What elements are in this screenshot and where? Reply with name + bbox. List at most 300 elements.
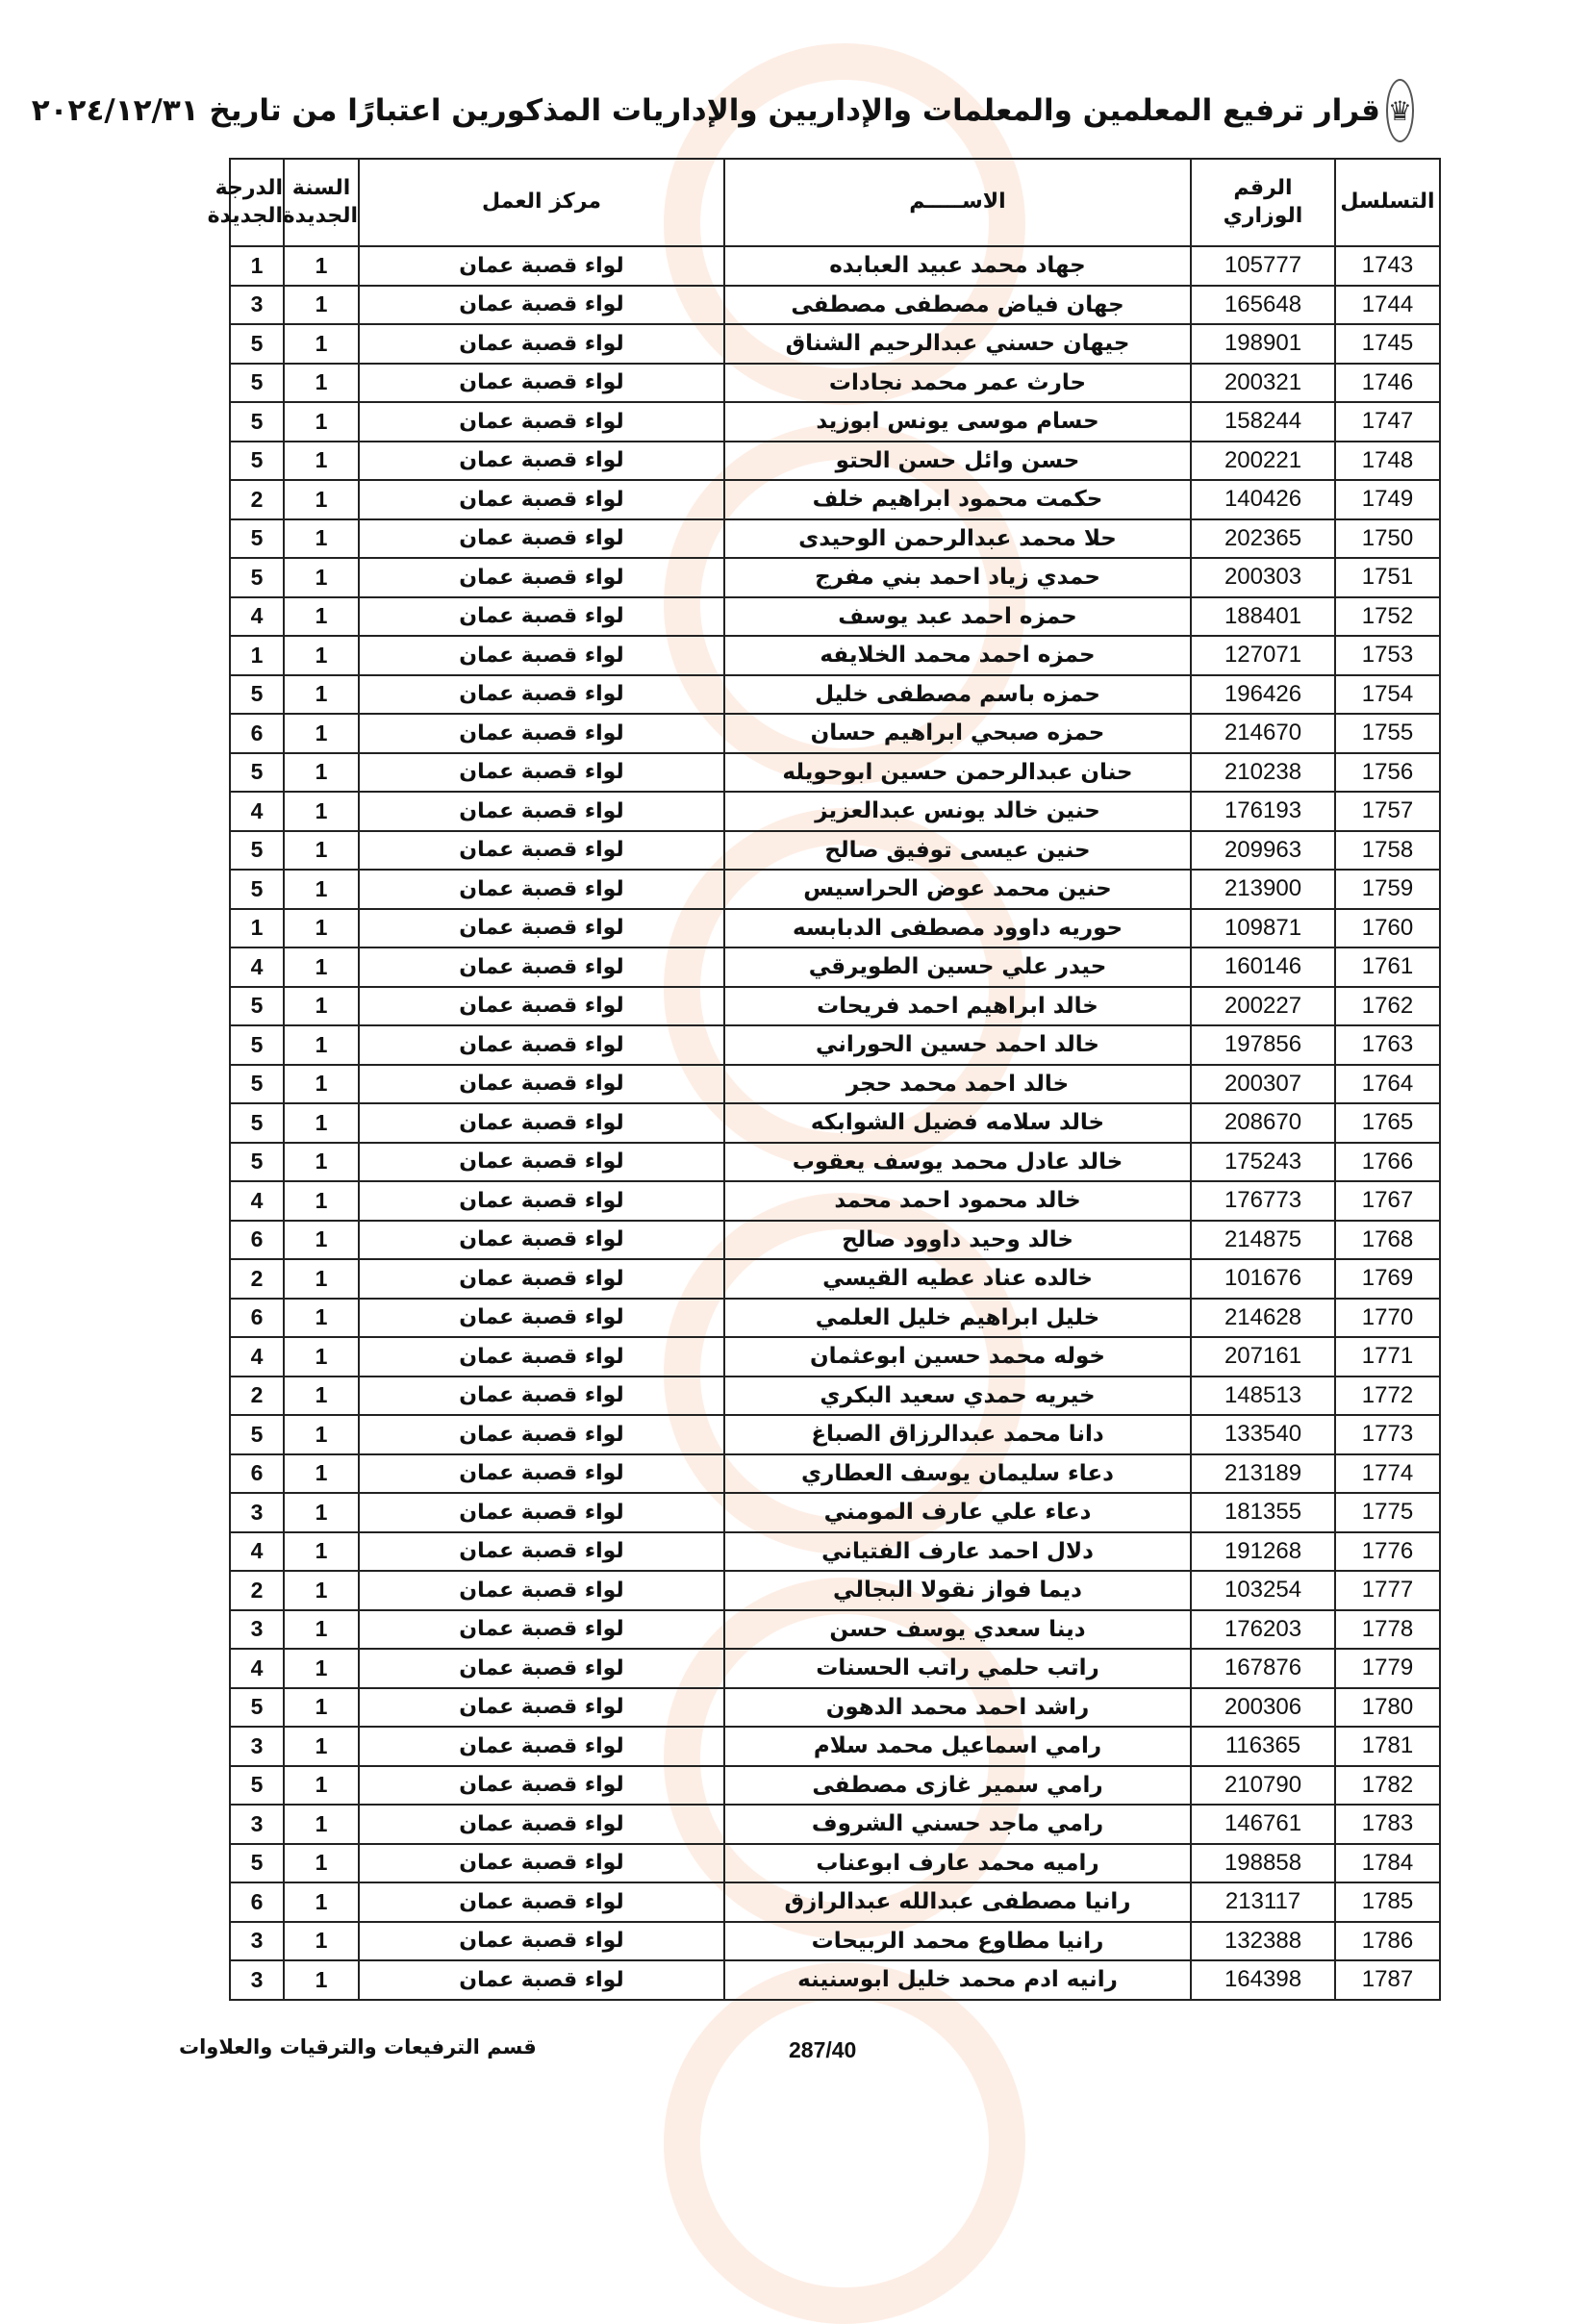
cell-workplace: لواء قصبة عمان: [359, 1415, 724, 1454]
table-row: [230, 753, 1440, 793]
cell-name: حسن وائل حسن الحتو: [724, 442, 1191, 481]
cell-serial: 1752: [1335, 597, 1440, 637]
cell-workplace: لواء قصبة عمان: [359, 1882, 724, 1922]
cell-workplace: لواء قصبة عمان: [359, 597, 724, 637]
cell-new-year: 1: [284, 1766, 359, 1806]
cell-new-year: 1: [284, 519, 359, 559]
cell-ministry-number: 160146: [1191, 947, 1335, 987]
cell-new-grade: 2: [230, 1377, 284, 1416]
cell-new-grade: 1: [230, 246, 284, 286]
cell-new-grade: 3: [230, 1960, 284, 2000]
cell-name: راتب حلمي راتب الحسنات: [724, 1649, 1191, 1688]
cell-workplace: لواء قصبة عمان: [359, 480, 724, 519]
cell-name: حلا محمد عبدالرحمن الوحيدى: [724, 519, 1191, 559]
cell-serial: 1757: [1335, 792, 1440, 831]
cell-new-year: 1: [284, 1610, 359, 1650]
table-row: [230, 1299, 1440, 1338]
cell-workplace: لواء قصبة عمان: [359, 364, 724, 403]
table-row: [230, 1882, 1440, 1922]
cell-new-year: 1: [284, 442, 359, 481]
cell-new-year: 1: [284, 1571, 359, 1610]
cell-serial: 1776: [1335, 1532, 1440, 1572]
cell-ministry-number: 202365: [1191, 519, 1335, 559]
cell-ministry-number: 213189: [1191, 1454, 1335, 1494]
cell-ministry-number: 176203: [1191, 1610, 1335, 1650]
cell-name: رانيا مصطفى عبدالله عبدالرازق: [724, 1882, 1191, 1922]
cell-new-year: 1: [284, 753, 359, 793]
cell-new-year: 1: [284, 1103, 359, 1143]
cell-new-grade: 6: [230, 1454, 284, 1494]
cell-name: حنين خالد يونس عبدالعزيز: [724, 792, 1191, 831]
cell-ministry-number: 200303: [1191, 558, 1335, 597]
cell-serial: 1758: [1335, 831, 1440, 871]
table-header-row: [230, 159, 1440, 246]
table-row: [230, 364, 1440, 403]
table-row: [230, 480, 1440, 519]
cell-new-grade: 5: [230, 442, 284, 481]
table-row: [230, 1493, 1440, 1532]
cell-new-grade: 4: [230, 947, 284, 987]
cell-serial: 1744: [1335, 286, 1440, 325]
cell-new-grade: 3: [230, 1493, 284, 1532]
cell-workplace: لواء قصبة عمان: [359, 831, 724, 871]
table-row: [230, 1727, 1440, 1766]
cell-workplace: لواء قصبة عمان: [359, 1103, 724, 1143]
cell-name: حمدي زياد احمد بني مفرج: [724, 558, 1191, 597]
cell-name: حنين محمد عوض الحراسيس: [724, 870, 1191, 909]
col-serial: التسلسل: [1335, 159, 1440, 246]
cell-name: رامي ماجد حسني الشروف: [724, 1805, 1191, 1844]
document-title: قرار ترفيع المعلمين والمعلمات والإداريين والإداريات المذكورين اعتبارًا من تاريخ ٢٠٢٤/١٢/٣١: [31, 93, 1380, 128]
table-row: [230, 792, 1440, 831]
cell-new-grade: 5: [230, 753, 284, 793]
cell-serial: 1749: [1335, 480, 1440, 519]
table-row: [230, 246, 1440, 286]
cell-new-grade: 3: [230, 286, 284, 325]
cell-serial: 1745: [1335, 324, 1440, 364]
cell-new-grade: 3: [230, 1922, 284, 1961]
cell-serial: 1787: [1335, 1960, 1440, 2000]
cell-workplace: لواء قصبة عمان: [359, 1610, 724, 1650]
table-row: [230, 1143, 1440, 1182]
cell-name: حكمت محمود ابراهيم خلف: [724, 480, 1191, 519]
cell-ministry-number: 196426: [1191, 675, 1335, 715]
cell-workplace: لواء قصبة عمان: [359, 947, 724, 987]
cell-serial: 1768: [1335, 1221, 1440, 1260]
cell-new-year: 1: [284, 1960, 359, 2000]
cell-name: خالد سلامه فضيل الشوابكه: [724, 1103, 1191, 1143]
department-name: قسم الترفيعات والترقيات والعلاوات: [179, 2035, 537, 2059]
table-row: [230, 324, 1440, 364]
cell-new-grade: 5: [230, 1103, 284, 1143]
cell-workplace: لواء قصبة عمان: [359, 1922, 724, 1961]
emblem-icon: ♛: [1386, 79, 1414, 142]
cell-workplace: لواء قصبة عمان: [359, 1727, 724, 1766]
cell-serial: 1766: [1335, 1143, 1440, 1182]
cell-new-grade: 5: [230, 364, 284, 403]
cell-serial: 1765: [1335, 1103, 1440, 1143]
cell-serial: 1778: [1335, 1610, 1440, 1650]
cell-ministry-number: 214875: [1191, 1221, 1335, 1260]
cell-workplace: لواء قصبة عمان: [359, 870, 724, 909]
table-row: [230, 1688, 1440, 1728]
cell-new-year: 1: [284, 1649, 359, 1688]
table-row: [230, 675, 1440, 715]
cell-ministry-number: 109871: [1191, 909, 1335, 948]
cell-name: دعاء علي عارف المومني: [724, 1493, 1191, 1532]
cell-serial: 1756: [1335, 753, 1440, 793]
cell-serial: 1779: [1335, 1649, 1440, 1688]
table-row: [230, 1221, 1440, 1260]
cell-ministry-number: 101676: [1191, 1259, 1335, 1299]
cell-new-year: 1: [284, 597, 359, 637]
cell-name: رانيه ادم محمد خليل ابوسنينه: [724, 1960, 1191, 2000]
table-row: [230, 1377, 1440, 1416]
cell-ministry-number: 210238: [1191, 753, 1335, 793]
cell-name: حسام موسى يونس ابوزيد: [724, 402, 1191, 442]
cell-workplace: لواء قصبة عمان: [359, 402, 724, 442]
cell-name: خالد احمد محمد حجر: [724, 1065, 1191, 1104]
cell-serial: 1785: [1335, 1882, 1440, 1922]
cell-name: خالد عادل محمد يوسف يعقوب: [724, 1143, 1191, 1182]
table-row: [230, 987, 1440, 1026]
cell-workplace: لواء قصبة عمان: [359, 286, 724, 325]
table-row: [230, 636, 1440, 675]
cell-new-grade: 4: [230, 1337, 284, 1377]
cell-workplace: لواء قصبة عمان: [359, 1649, 724, 1688]
cell-ministry-number: 191268: [1191, 1532, 1335, 1572]
cell-new-year: 1: [284, 1337, 359, 1377]
cell-serial: 1786: [1335, 1922, 1440, 1961]
cell-new-year: 1: [284, 831, 359, 871]
table-row: [230, 909, 1440, 948]
cell-ministry-number: 200307: [1191, 1065, 1335, 1104]
table-row: [230, 947, 1440, 987]
cell-name: حمزه باسم مصطفى خليل: [724, 675, 1191, 715]
cell-name: حنين عيسى توفيق صالح: [724, 831, 1191, 871]
cell-ministry-number: 198858: [1191, 1844, 1335, 1883]
cell-serial: 1772: [1335, 1377, 1440, 1416]
col-workplace: مركز العمل: [359, 159, 724, 246]
table-row: [230, 1454, 1440, 1494]
cell-ministry-number: 210790: [1191, 1766, 1335, 1806]
table-row: [230, 286, 1440, 325]
cell-ministry-number: 103254: [1191, 1571, 1335, 1610]
cell-ministry-number: 214628: [1191, 1299, 1335, 1338]
col-name: الاســـــم: [724, 159, 1191, 246]
cell-ministry-number: 197856: [1191, 1025, 1335, 1065]
cell-name: خالد محمود احمد محمد: [724, 1181, 1191, 1221]
cell-workplace: لواء قصبة عمان: [359, 1259, 724, 1299]
table-row: [230, 1610, 1440, 1650]
cell-name: رانيا مطاوع محمد الربيحات: [724, 1922, 1191, 1961]
cell-new-grade: 3: [230, 1727, 284, 1766]
cell-new-year: 1: [284, 1377, 359, 1416]
table-row: [230, 1025, 1440, 1065]
cell-workplace: لواء قصبة عمان: [359, 1025, 724, 1065]
cell-ministry-number: 175243: [1191, 1143, 1335, 1182]
table-row: [230, 1922, 1440, 1961]
cell-new-year: 1: [284, 1415, 359, 1454]
cell-serial: 1781: [1335, 1727, 1440, 1766]
cell-new-grade: 5: [230, 519, 284, 559]
cell-ministry-number: 213900: [1191, 870, 1335, 909]
cell-ministry-number: 140426: [1191, 480, 1335, 519]
table-row: [230, 1649, 1440, 1688]
cell-new-year: 1: [284, 1882, 359, 1922]
table-row: [230, 1337, 1440, 1377]
table-row: [230, 1844, 1440, 1883]
cell-workplace: لواء قصبة عمان: [359, 1454, 724, 1494]
table-row: [230, 1766, 1440, 1806]
table-row: [230, 1065, 1440, 1104]
cell-ministry-number: 213117: [1191, 1882, 1335, 1922]
cell-serial: 1743: [1335, 246, 1440, 286]
cell-name: دينا سعدي يوسف حسن: [724, 1610, 1191, 1650]
cell-new-grade: 4: [230, 1181, 284, 1221]
cell-workplace: لواء قصبة عمان: [359, 753, 724, 793]
cell-serial: 1783: [1335, 1805, 1440, 1844]
cell-serial: 1773: [1335, 1415, 1440, 1454]
cell-new-grade: 5: [230, 987, 284, 1026]
cell-name: خليل ابراهيم خليل العلمي: [724, 1299, 1191, 1338]
cell-ministry-number: 132388: [1191, 1922, 1335, 1961]
cell-serial: 1762: [1335, 987, 1440, 1026]
cell-workplace: لواء قصبة عمان: [359, 1065, 724, 1104]
cell-ministry-number: 105777: [1191, 246, 1335, 286]
col-new-grade: الدرجة الجديدة: [230, 159, 284, 246]
cell-name: رامي اسماعيل محمد سلام: [724, 1727, 1191, 1766]
table-row: [230, 1960, 1440, 2000]
cell-new-grade: 5: [230, 831, 284, 871]
cell-new-grade: 5: [230, 1415, 284, 1454]
cell-name: راشد احمد محمد الدهون: [724, 1688, 1191, 1728]
cell-ministry-number: 200221: [1191, 442, 1335, 481]
cell-workplace: لواء قصبة عمان: [359, 987, 724, 1026]
cell-name: حنان عبدالرحمن حسين ابوحويله: [724, 753, 1191, 793]
table-row: [230, 1571, 1440, 1610]
cell-new-grade: 6: [230, 714, 284, 753]
cell-ministry-number: 158244: [1191, 402, 1335, 442]
cell-workplace: لواء قصبة عمان: [359, 792, 724, 831]
cell-name: خالد ابراهيم احمد فريحات: [724, 987, 1191, 1026]
cell-serial: 1774: [1335, 1454, 1440, 1494]
cell-new-year: 1: [284, 1025, 359, 1065]
cell-name: حارث عمر محمد نجادات: [724, 364, 1191, 403]
cell-new-grade: 5: [230, 1688, 284, 1728]
cell-serial: 1767: [1335, 1181, 1440, 1221]
cell-ministry-number: 146761: [1191, 1805, 1335, 1844]
cell-new-year: 1: [284, 714, 359, 753]
cell-name: حمزه صبحي ابراهيم حسان: [724, 714, 1191, 753]
cell-ministry-number: 198901: [1191, 324, 1335, 364]
col-new-year: السنة الجديدة: [284, 159, 359, 246]
watermark: [664, 1962, 1025, 2324]
cell-ministry-number: 200321: [1191, 364, 1335, 403]
cell-new-grade: 5: [230, 675, 284, 715]
cell-ministry-number: 176773: [1191, 1181, 1335, 1221]
cell-workplace: لواء قصبة عمان: [359, 1805, 724, 1844]
cell-serial: 1761: [1335, 947, 1440, 987]
cell-workplace: لواء قصبة عمان: [359, 636, 724, 675]
cell-new-year: 1: [284, 1844, 359, 1883]
cell-serial: 1751: [1335, 558, 1440, 597]
cell-serial: 1747: [1335, 402, 1440, 442]
cell-ministry-number: 207161: [1191, 1337, 1335, 1377]
cell-ministry-number: 167876: [1191, 1649, 1335, 1688]
cell-serial: 1755: [1335, 714, 1440, 753]
table-row: [230, 402, 1440, 442]
cell-name: خالده عناد عطيه القيسي: [724, 1259, 1191, 1299]
cell-new-year: 1: [284, 1143, 359, 1182]
cell-new-year: 1: [284, 987, 359, 1026]
cell-new-grade: 5: [230, 558, 284, 597]
cell-ministry-number: 116365: [1191, 1727, 1335, 1766]
cell-serial: 1763: [1335, 1025, 1440, 1065]
cell-name: جيهان حسني عبدالرحيم الشناق: [724, 324, 1191, 364]
cell-ministry-number: 176193: [1191, 792, 1335, 831]
cell-new-grade: 5: [230, 1844, 284, 1883]
cell-new-grade: 5: [230, 870, 284, 909]
cell-serial: 1764: [1335, 1065, 1440, 1104]
table-row: [230, 870, 1440, 909]
table-row: [230, 1532, 1440, 1572]
cell-ministry-number: 127071: [1191, 636, 1335, 675]
cell-new-year: 1: [284, 636, 359, 675]
cell-ministry-number: 214670: [1191, 714, 1335, 753]
cell-workplace: لواء قصبة عمان: [359, 909, 724, 948]
cell-new-grade: 4: [230, 1532, 284, 1572]
cell-serial: 1748: [1335, 442, 1440, 481]
cell-new-grade: 6: [230, 1299, 284, 1338]
cell-workplace: لواء قصبة عمان: [359, 519, 724, 559]
cell-name: حوريه داوود مصطفى الدبابسه: [724, 909, 1191, 948]
cell-new-grade: 2: [230, 1259, 284, 1299]
cell-new-year: 1: [284, 324, 359, 364]
cell-serial: 1782: [1335, 1766, 1440, 1806]
cell-workplace: لواء قصبة عمان: [359, 1299, 724, 1338]
promotions-table: [207, 158, 1441, 2001]
table-row: [230, 1259, 1440, 1299]
cell-workplace: لواء قصبة عمان: [359, 1960, 724, 2000]
cell-serial: 1746: [1335, 364, 1440, 403]
page-number: 287/40: [789, 2037, 857, 2062]
cell-new-grade: 5: [230, 402, 284, 442]
cell-new-year: 1: [284, 909, 359, 948]
cell-new-year: 1: [284, 480, 359, 519]
cell-new-year: 1: [284, 246, 359, 286]
cell-serial: 1754: [1335, 675, 1440, 715]
table-row: [230, 714, 1440, 753]
cell-new-grade: 3: [230, 1805, 284, 1844]
cell-new-year: 1: [284, 364, 359, 403]
cell-ministry-number: 209963: [1191, 831, 1335, 871]
cell-name: حمزه احمد عبد يوسف: [724, 597, 1191, 637]
cell-workplace: لواء قصبة عمان: [359, 1221, 724, 1260]
cell-serial: 1759: [1335, 870, 1440, 909]
table-row: [230, 1103, 1440, 1143]
cell-serial: 1777: [1335, 1571, 1440, 1610]
cell-name: رامي سمير غازى مصطفى: [724, 1766, 1191, 1806]
table-row: [230, 558, 1440, 597]
cell-name: خيريه حمدي سعيد البكري: [724, 1377, 1191, 1416]
cell-serial: 1775: [1335, 1493, 1440, 1532]
cell-workplace: لواء قصبة عمان: [359, 558, 724, 597]
cell-name: حمزه احمد محمد الخلايفه: [724, 636, 1191, 675]
cell-new-grade: 4: [230, 792, 284, 831]
cell-serial: 1770: [1335, 1299, 1440, 1338]
cell-serial: 1771: [1335, 1337, 1440, 1377]
cell-workplace: لواء قصبة عمان: [359, 324, 724, 364]
cell-new-grade: 3: [230, 1610, 284, 1650]
cell-new-year: 1: [284, 1065, 359, 1104]
cell-name: حيدر علي حسين الطويرقي: [724, 947, 1191, 987]
cell-new-year: 1: [284, 1805, 359, 1844]
cell-workplace: لواء قصبة عمان: [359, 675, 724, 715]
cell-name: خوله محمد حسين ابوعثمان: [724, 1337, 1191, 1377]
cell-workplace: لواء قصبة عمان: [359, 1181, 724, 1221]
cell-new-year: 1: [284, 286, 359, 325]
cell-ministry-number: 208670: [1191, 1103, 1335, 1143]
cell-name: جهان فياض مصطفى مصطفى: [724, 286, 1191, 325]
cell-workplace: لواء قصبة عمان: [359, 442, 724, 481]
table-row: [230, 831, 1440, 871]
cell-workplace: لواء قصبة عمان: [359, 1532, 724, 1572]
cell-new-grade: 1: [230, 909, 284, 948]
cell-new-grade: 6: [230, 1221, 284, 1260]
cell-new-grade: 4: [230, 597, 284, 637]
cell-new-year: 1: [284, 675, 359, 715]
cell-workplace: لواء قصبة عمان: [359, 1766, 724, 1806]
cell-workplace: لواء قصبة عمان: [359, 1143, 724, 1182]
cell-new-year: 1: [284, 402, 359, 442]
cell-new-grade: 2: [230, 1571, 284, 1610]
cell-serial: 1760: [1335, 909, 1440, 948]
cell-new-year: 1: [284, 1688, 359, 1728]
cell-new-year: 1: [284, 1221, 359, 1260]
cell-ministry-number: 181355: [1191, 1493, 1335, 1532]
cell-new-year: 1: [284, 870, 359, 909]
cell-serial: 1769: [1335, 1259, 1440, 1299]
cell-serial: 1753: [1335, 636, 1440, 675]
cell-ministry-number: 188401: [1191, 597, 1335, 637]
cell-new-year: 1: [284, 1922, 359, 1961]
cell-workplace: لواء قصبة عمان: [359, 1571, 724, 1610]
cell-new-year: 1: [284, 1259, 359, 1299]
cell-ministry-number: 148513: [1191, 1377, 1335, 1416]
cell-workplace: لواء قصبة عمان: [359, 714, 724, 753]
cell-new-year: 1: [284, 1493, 359, 1532]
cell-serial: 1750: [1335, 519, 1440, 559]
cell-name: جهاد محمد عبيد العبابده: [724, 246, 1191, 286]
cell-new-year: 1: [284, 792, 359, 831]
cell-new-year: 1: [284, 558, 359, 597]
cell-new-grade: 5: [230, 324, 284, 364]
cell-workplace: لواء قصبة عمان: [359, 1377, 724, 1416]
cell-new-grade: 5: [230, 1766, 284, 1806]
cell-new-grade: 5: [230, 1065, 284, 1104]
cell-new-year: 1: [284, 1727, 359, 1766]
cell-new-year: 1: [284, 947, 359, 987]
cell-name: دلال احمد عارف الفتياني: [724, 1532, 1191, 1572]
cell-name: دعاء سليمان يوسف العطاري: [724, 1454, 1191, 1494]
cell-new-year: 1: [284, 1532, 359, 1572]
col-ministry-number: الرقم الوزاري: [1191, 159, 1335, 246]
cell-ministry-number: 164398: [1191, 1960, 1335, 2000]
cell-ministry-number: 200306: [1191, 1688, 1335, 1728]
cell-new-year: 1: [284, 1299, 359, 1338]
cell-name: راميه محمد عارف ابوعناب: [724, 1844, 1191, 1883]
